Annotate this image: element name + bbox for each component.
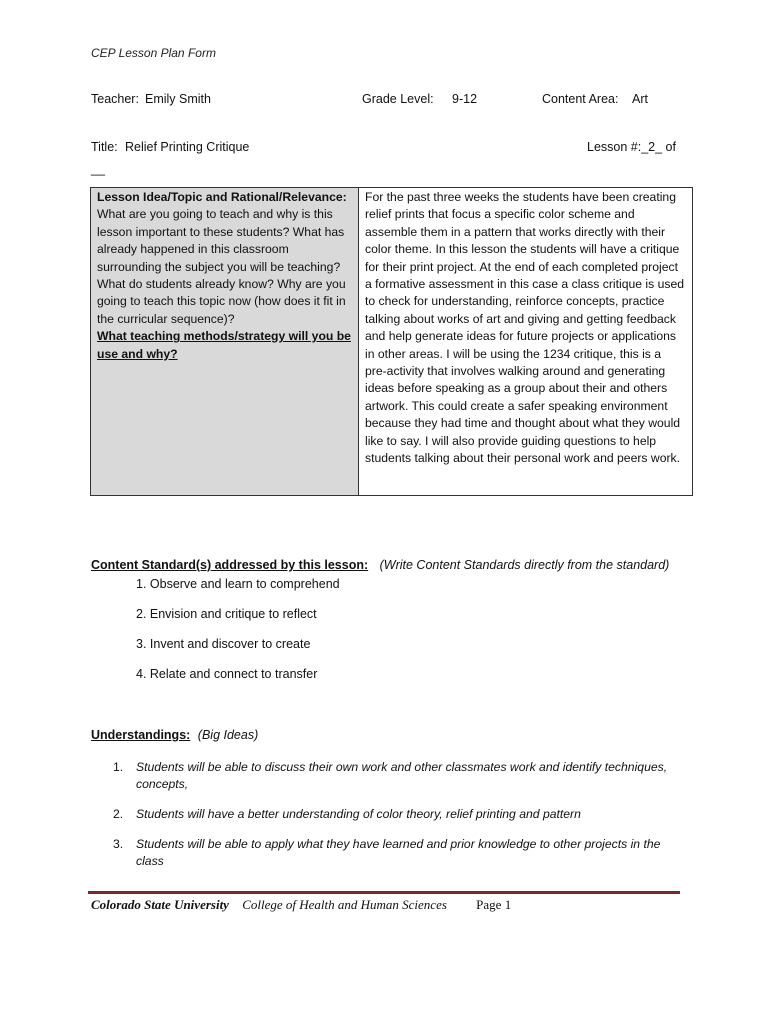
understandings-heading bbox=[91, 728, 258, 742]
teacher-label: Teacher: bbox=[91, 92, 139, 106]
rationale-response: For the past three weeks the students have been creating relief prints that focus a specific color scheme and assemble them in a pattern that works directly with their color theme. In this lesson the students will have a critique for their print project. At the end of each completed project a formative assessment in this case a class critique is used to check for understanding, reinforce concepts, practice talking about works of art and giving and getting feedback and help generate ideas for future projects or applications in other areas. I will be using the 1234 critique, this is a pre-activity that involves walking around and generating ideas before speaking as a group about their and others artwork. This could create a safer speaking environment because they had time and thought about what they would like to say. I will also provide guiding questions to help students talking about their personal work and peers work. bbox=[365, 190, 685, 466]
lesson-number: Lesson #:_2_ of bbox=[587, 140, 676, 154]
understandings-list bbox=[113, 759, 673, 883]
table-row bbox=[91, 188, 693, 496]
grade-label: Grade Level: bbox=[362, 92, 434, 106]
title-row bbox=[91, 140, 691, 158]
form-title: CEP Lesson Plan Form bbox=[91, 46, 216, 60]
rationale-response-cell bbox=[359, 188, 693, 496]
list-item bbox=[113, 806, 673, 823]
rationale-prompt-cell bbox=[91, 188, 359, 496]
title-value: Relief Printing Critique bbox=[125, 140, 250, 154]
content-area-label: Content Area: bbox=[542, 92, 619, 106]
understandings-note: (Big Ideas) bbox=[197, 728, 259, 742]
lesson-of-blank: __ bbox=[91, 162, 105, 176]
footer-divider bbox=[88, 891, 680, 894]
rationale-questions: What are you going to teach and why is this lesson important to these students? What has already happened in this classroom surrounding the subject you will be teaching? What do students already know? Why are you going to teach this topic now (how does it fit in the curricular sequence)? bbox=[97, 207, 346, 326]
college-name: College of Health and Human Sciences bbox=[242, 897, 447, 912]
standards-list bbox=[136, 576, 340, 696]
list-item bbox=[113, 836, 673, 870]
item-text: Students will be able to discuss their own work and other classmates work and identify techniques, concepts, bbox=[136, 760, 668, 791]
item-text: Students will be able to apply what they have learned and prior knowledge to other projects in the class bbox=[136, 837, 661, 868]
item-number: 2. bbox=[113, 807, 124, 821]
item-text: Students will have a better understanding of color theory, relief printing and pattern bbox=[136, 807, 581, 821]
title-label: Title: bbox=[91, 140, 118, 154]
item-number: 3. bbox=[113, 837, 124, 851]
item-number: 1. bbox=[113, 760, 124, 774]
list-item: 1. Observe and learn to comprehend bbox=[136, 577, 340, 591]
methods-question: What teaching methods/strategy will you be use and why? bbox=[97, 329, 351, 361]
teacher-value: Emily Smith bbox=[145, 92, 211, 106]
standards-title: Content Standard(s) addressed by this lesson: bbox=[91, 558, 369, 572]
list-item: 4. Relate and connect to transfer bbox=[136, 667, 318, 681]
page-number: Page 1 bbox=[476, 897, 512, 912]
university-name: Colorado State University bbox=[91, 897, 229, 912]
grade-value: 9-12 bbox=[452, 92, 478, 106]
rationale-heading: Lesson Idea/Topic and Rational/Relevance: bbox=[97, 190, 347, 204]
understandings-title: Understandings: bbox=[91, 728, 191, 742]
lesson-idea-table bbox=[90, 187, 693, 496]
list-item: 2. Envision and critique to reflect bbox=[136, 607, 317, 621]
page-footer bbox=[91, 897, 511, 913]
info-row bbox=[91, 92, 691, 110]
content-standards-heading bbox=[91, 558, 669, 572]
list-item: 3. Invent and discover to create bbox=[136, 637, 311, 651]
list-item bbox=[113, 759, 673, 793]
standards-note: (Write Content Standards directly from the standard) bbox=[379, 558, 670, 572]
content-area-value: Art bbox=[632, 92, 648, 106]
